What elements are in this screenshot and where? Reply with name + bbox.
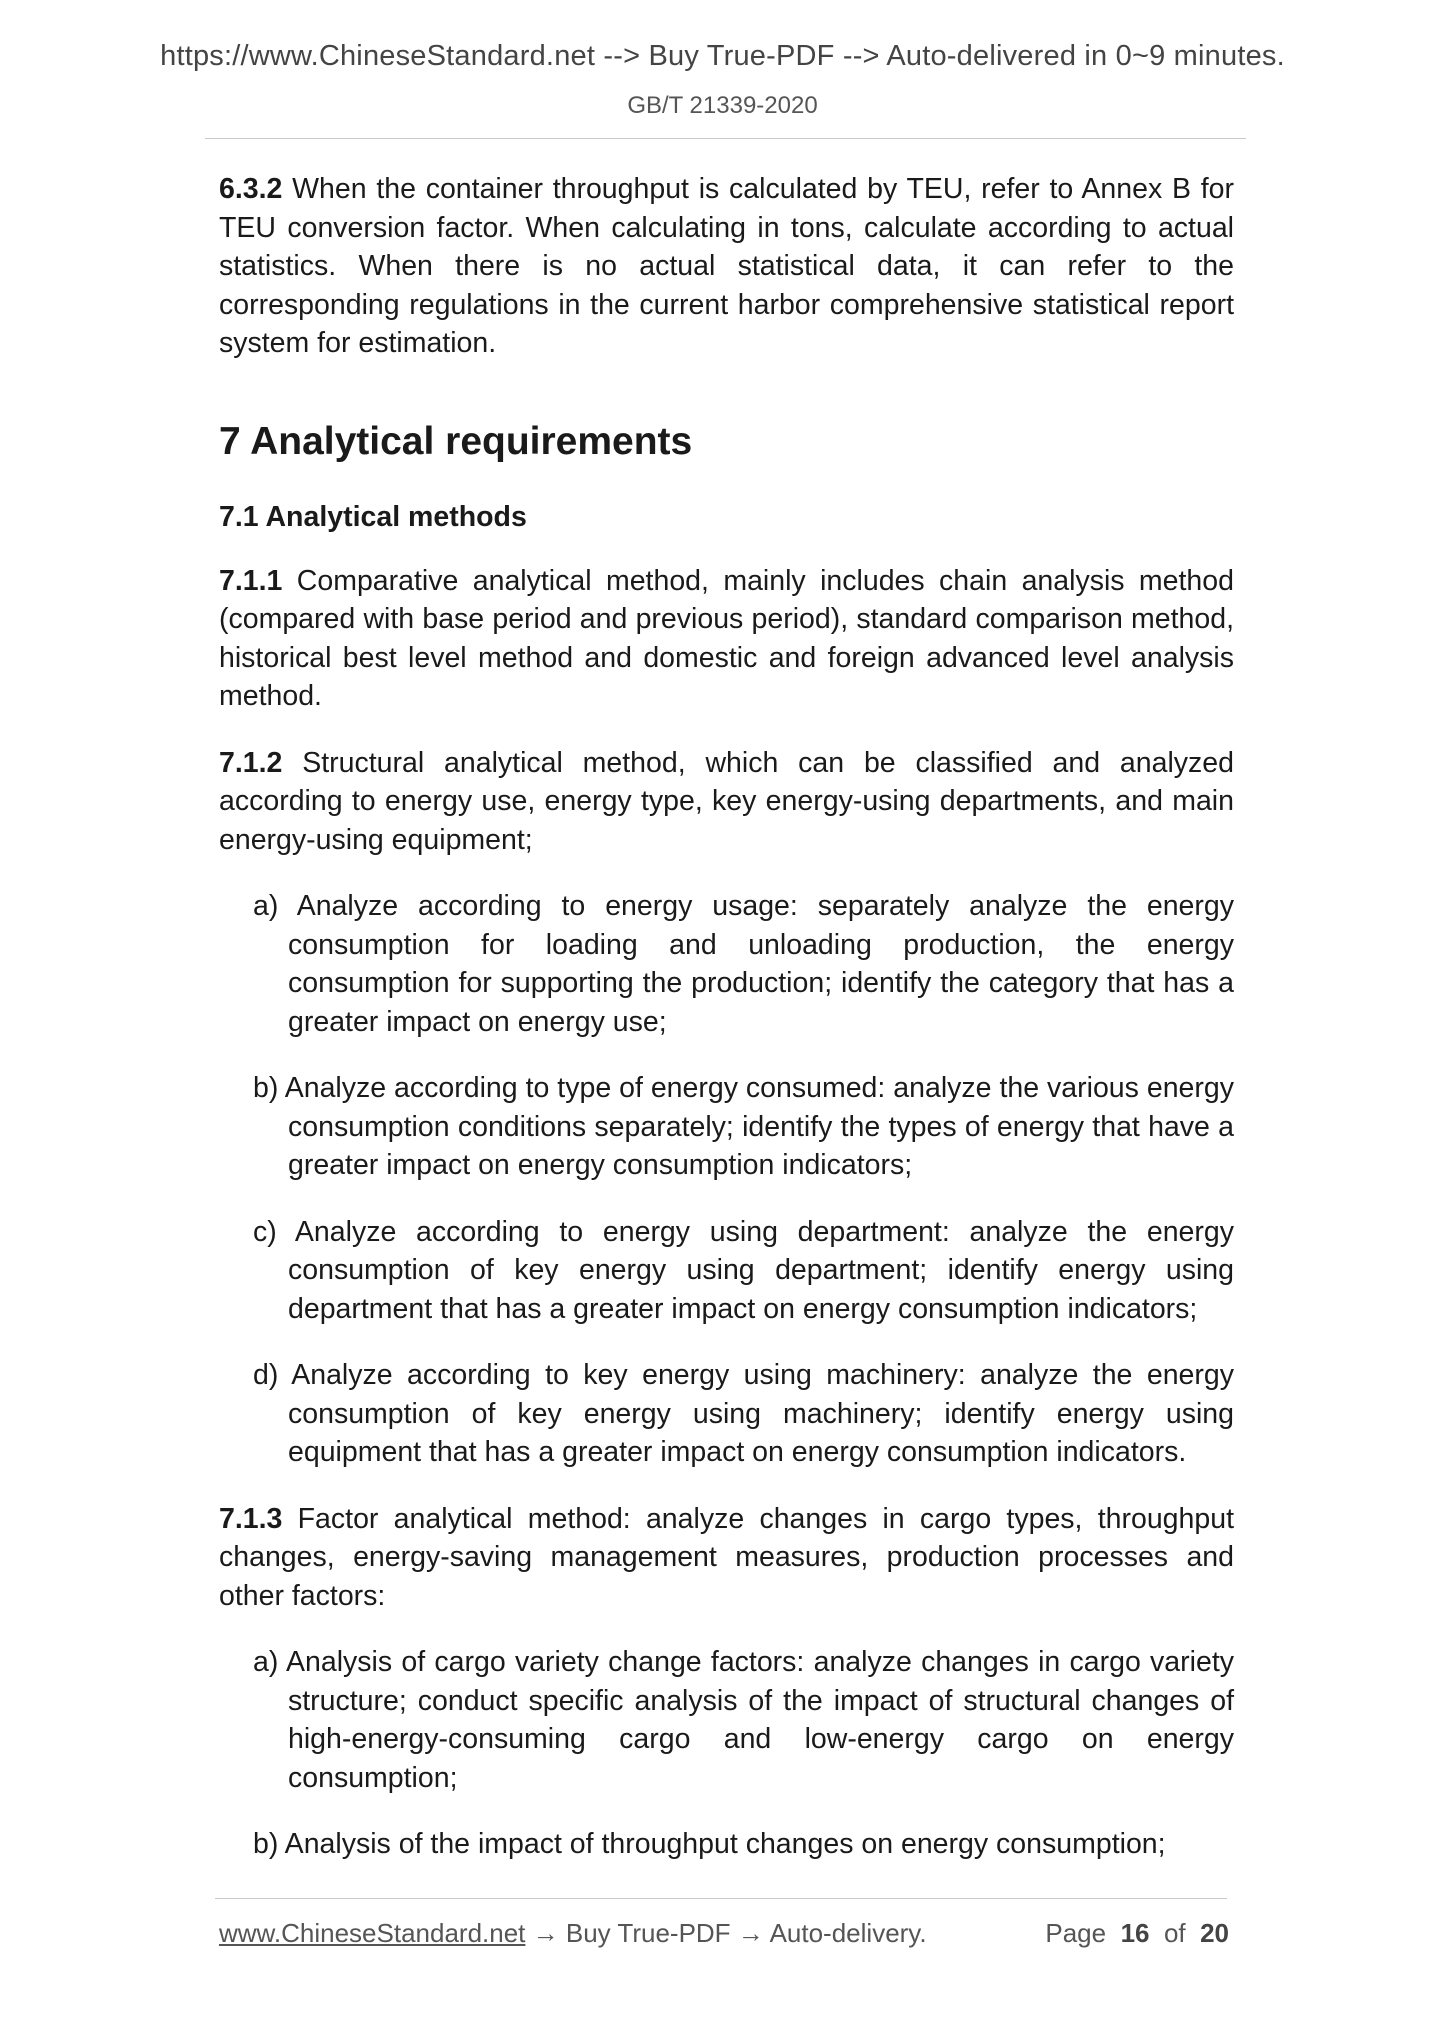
paragraph-7-1-1 bbox=[219, 562, 1234, 716]
page-label: Page bbox=[1045, 1918, 1107, 1948]
page-footer bbox=[219, 1918, 1229, 1949]
clause-number: 7.1.1 bbox=[219, 564, 283, 597]
clause-number: 7.1.3 bbox=[219, 1502, 283, 1535]
list-item-7-1-3-a: a) Analysis of cargo variety change factors: analyze changes in cargo variety structure; conduct specific analysis of the impact of structural changes of high-energy-consuming cargo and low-energy cargo on energy consumption; bbox=[253, 1646, 1234, 1794]
page-number: 16 bbox=[1120, 1918, 1150, 1948]
paragraph-6-3-2 bbox=[219, 170, 1234, 363]
page-indicator bbox=[1045, 1918, 1229, 1949]
list-item-7-1-2-a: a) Analyze according to energy usage: separately analyze the energy consumption for loading and unloading production, the energy consumption for supporting the production; identify the category that has a greater impact on energy use; bbox=[253, 890, 1234, 1038]
header-url-banner: https://www.ChineseStandard.net --> Buy True-PDF --> Auto-delivered in 0~9 minutes. bbox=[160, 40, 1285, 72]
subsection-heading-7-1: 7.1 Analytical methods bbox=[219, 500, 527, 533]
list-item-7-1-2-d: d) Analyze according to key energy using machinery: analyze the energy consumption of key energy using machinery; identify energy using equipment that has a greater impact on energy consumption indicators. bbox=[253, 1359, 1234, 1468]
section-heading-7: 7 Analytical requirements bbox=[219, 419, 693, 463]
standard-id: GB/T 21339-2020 bbox=[627, 92, 818, 119]
of-label: of bbox=[1163, 1918, 1186, 1948]
list-item-7-1-2-c: c) Analyze according to energy using department: analyze the energy consumption of key energy using department; identify energy using department that has a greater impact on energy consumption indicators; bbox=[253, 1215, 1234, 1325]
footer-tagline: → Buy True-PDF → Auto-delivery. bbox=[525, 1918, 927, 1948]
clause-text: When the container throughput is calculated by TEU, refer to Annex B for TEU conversion factor. When calculating in tons, calculate according to actual statistics. When there is no actual statistical data, it can refer to the corresponding regulations in the current harbor comprehensive statistical report system for estimation. bbox=[219, 173, 1234, 359]
paragraph-7-1-2 bbox=[219, 744, 1234, 860]
paragraph-7-1-3 bbox=[219, 1500, 1234, 1616]
clause-text: Structural analytical method, which can be classified and analyzed according to energy use, energy type, key energy-using departments, and main energy-using equipment; bbox=[219, 746, 1234, 856]
page-total: 20 bbox=[1200, 1918, 1229, 1948]
footer-site-link[interactable]: www.ChineseStandard.net bbox=[219, 1918, 526, 1948]
clause-number: 6.3.2 bbox=[219, 173, 283, 205]
list-item-7-1-3-b: b) Analysis of the impact of throughput changes on energy consumption; bbox=[253, 1828, 1166, 1860]
footer-divider bbox=[215, 1898, 1227, 1899]
document-body bbox=[219, 170, 1234, 1864]
list-item-7-1-2-b: b) Analyze according to type of energy consumed: analyze the various energy consumption conditions separately; identify the types of energy that have a greater impact on energy consumption indicators; bbox=[253, 1072, 1234, 1181]
clause-number: 7.1.2 bbox=[219, 746, 283, 779]
header-divider bbox=[205, 138, 1246, 139]
clause-text: Factor analytical method: analyze changes in cargo types, throughput changes, energy-saving management measures, production processes and other factors: bbox=[219, 1502, 1234, 1612]
clause-text: Comparative analytical method, mainly includes chain analysis method (compared with base period and previous period), standard comparison method, historical best level method and domestic and foreign advanced level analysis method. bbox=[219, 564, 1234, 712]
